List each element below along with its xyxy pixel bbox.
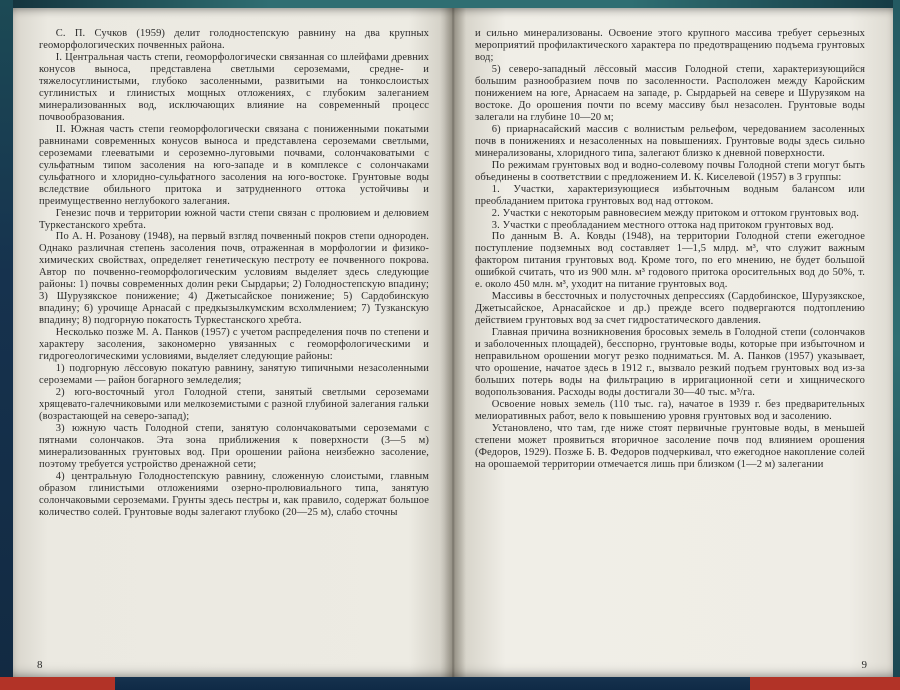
book-cover-red-corner-left [0, 677, 115, 690]
paragraph: II. Южная часть степи геоморфологически связана с пониженными покатыми равнинами современных конусов выноса и представлена сероземами светлыми, сероземами глееватыми и сероземно-луговыми почвами, солончаковатыми с сульфатным типом засоления на юго-западе и в комплексе с солончаками сульфатного и хлоридно-сульфатного засоления на юго-востоке. Грунтовые воды вследствие обильного притока и затрудненного оттока устойчивы и преимущественно неглубокого залегания. [39, 123, 429, 207]
book-cover-left-edge [0, 0, 13, 690]
paragraph: 2. Участки с некоторым равновесием между притоком и оттоком грунтовых вод. [491, 207, 860, 219]
page-number-right: 9 [861, 659, 867, 671]
page-number-left: 8 [37, 659, 43, 671]
paragraph: Генезис почв и территории южной части степи связан с пролювием и делювием Туркестанского хребта. [39, 207, 429, 231]
paragraph: С. П. Сучков (1959) делит голодностепскую равнину на два крупных геоморфологических почвенных района. [39, 28, 429, 51]
paragraph: и сильно минерализованы. Освоение этого крупного массива требует серьезных мероприятий профилактического характера по предотвращению подъема грунтовых вод; [475, 28, 865, 63]
paragraph: 3. Участки с преобладанием местного оттока над притоком грунтовых вод. [491, 219, 834, 231]
paragraph: Главная причина возникновения бросовых земель в Голодной степи (солончаков и заболоченных площадей), бесспорно, грунтовые воды, которые при избыточном и неправильном орошении могут резко подниматься. М. А. Панков (1957) указывает, что орошение, начатое здесь в 1912 г., вызвало резкий подъем грунтовых вод из-за больших потерь воды на фильтрацию в ирригационной сети и хищнического водопользования. Расходы воды достигали 30—40 тыс. м³/га. [475, 327, 865, 399]
page-right [453, 8, 893, 677]
book-spread [13, 8, 893, 677]
page-left-text [39, 28, 429, 651]
paragraph: 1. Участки, характеризующиеся избыточным водным балансом или преобладанием притока грунтовых вод над оттоком. [475, 183, 865, 207]
paragraph: 4) центральную Голодностепскую равнину, сложенную слоистыми, главным образом глинистыми отложениями озерно-пролювиального типа, занятую солончаковыми сероземами. Грунты здесь пестры и, как правило, содержат большое количество солей. Грунтовые воды залегают глубоко (20—25 м), слабо сточны [39, 470, 429, 518]
paragraph: I. Центральная часть степи, геоморфологически связанная со шлейфами древних конусов выноса, представлена светлыми сероземами, средне- и тяжелосуглинистыми, глубоко засоленными, развитыми на тонкослоистых суглинистых и глинистых мощных отложениях, с глубоким залеганием минерализованных вод, исключающих влияние на современный процесс почвообразования. [39, 51, 429, 123]
paragraph: По режимам грунтовых вод и водно-солевому почвы Голодной степи могут быть объединены в соответствии с предложением И. К. Киселевой (1957) в 3 группы: [475, 159, 865, 183]
page-right-text [475, 28, 865, 651]
paragraph: Несколько позже М. А. Панков (1957) с учетом распределения почв по степени и характеру засоления, закономерно увязанных с геоморфологическими и гидрогеологическими условиями, выделяет следующие районы: [39, 327, 429, 363]
paragraph: 6) приарнасайский массив с волнистым рельефом, чередованием засоленных почв в понижениях и незасоленных на повышениях. Грунтовые воды здесь сильно минерализованы, хлоридного типа, залегают близко к дневной поверхности. [475, 123, 865, 159]
paragraph: 5) северо-западный лёссовый массив Голодной степи, характеризующийся большим разнообразием почв по засоленности. Расположен между Каройским понижением на юге, Арнасаем на западе, р. Сырдарьей на севере и Шурузяком на востоке. До орошения почти по всему массиву был незасолен. Грунтовые воды залегали на глубине 10—20 м; [475, 63, 865, 123]
paragraph: По А. Н. Розанову (1948), на первый взгляд почвенный покров степи однороден. Однако различная степень засоления почв, отраженная в морфологии и физико-химических свойствах, определяет генетическую пестроту ее почвенного покрова. Автор по почвенно-геоморфологическим условиям выделяет здесь следующие районы: 1) почвы современных долин реки Сырдарьи; 2) Голодностепскую впадину; 3) Шурузякское понижение; 4) Джетысайское понижение; 5) Сардобинскую впадину; 6) урочище Арнасай с предкызылкумским всхолмлением; 7) Тузканскую впадину; 8) подгорную покатость Туркестанского хребта. [39, 231, 429, 327]
page-left [13, 8, 453, 677]
paragraph: Установлено, что там, где ниже стоят первичные грунтовые воды, в меньшей степени может проявиться вторичное засоление почв под влиянием орошения (Федоров, 1929). Позже Б. В. Федоров подчеркивал, что ежегодное накопление солей на орошаемой территории отмечается лишь при близком (1—2 м) залегании [475, 422, 865, 470]
paragraph: Массивы в бессточных и полусточных депрессиях (Сардобинское, Шурузякское, Джетысайское, Арнасайское и др.) прежде всего подвергаются подтоплению действием грунтовых вод за счет гидростатического давления. [475, 291, 865, 327]
paragraph: 3) южную часть Голодной степи, занятую солончаковатыми сероземами с пятнами солончаков. Эта зона приближения к поверхности (3—5 м) минерализованных грунтовых вод. При орошении района неизбежно засоление, поэтому требуется устройство дренажной сети; [39, 422, 429, 470]
book-cover-right-edge [893, 0, 900, 690]
paragraph: 2) юго-восточный угол Голодной степи, занятый светлыми сероземами хрящевато-галечниковыми или мелкоземистыми с разной глубиной залегания гальки (возрастающей на северо-запад); [39, 387, 429, 422]
book-cover-top-edge [0, 0, 900, 8]
paragraph: 1) подгорную лёссовую покатую равнину, занятую типичными незасоленными сероземами — район богарного земледелия; [39, 363, 429, 387]
paragraph: Освоение новых земель (110 тыс. га), начатое в 1939 г. без предварительных мелиоративных работ, вело к повышению уровня грунтовых вод и засолению. [475, 399, 865, 422]
book-cover-red-corner-right [750, 677, 900, 690]
paragraph: По данным В. А. Ковды (1948), на территории Голодной степи ежегодное поступление подземных вод составляет 1—1,5 млрд. м³, что служит важным фактором питания грунтовых вод. Кроме того, по его мнению, не будет большой ошибкой считать, что из 900 млн. м³ годового притока оросительных вод до 50%, т. е. около 450 млн. м³, уходит на питание грунтовых вод. [475, 231, 865, 291]
